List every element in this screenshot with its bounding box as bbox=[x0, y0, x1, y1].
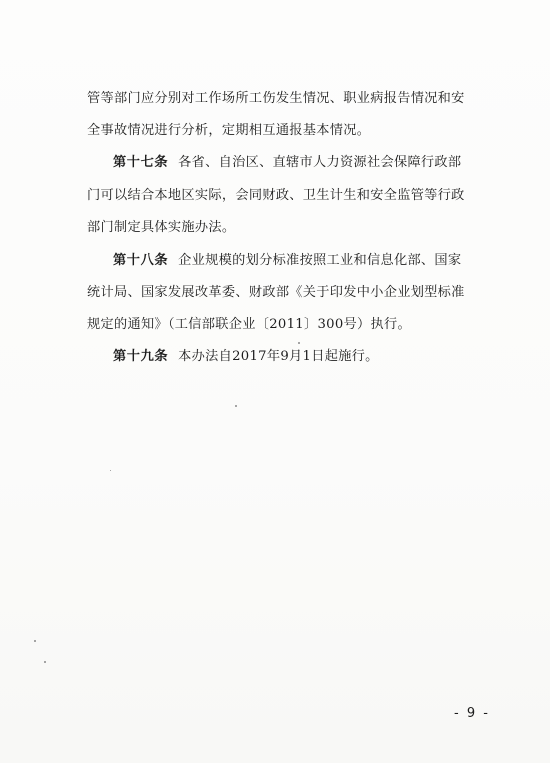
article-18-heading: 第十八条 bbox=[113, 253, 169, 268]
article-17-line: 门可以结合本地区实际，会同财政、卫生计生和安全监管等行政 bbox=[87, 188, 465, 203]
article-18-line: 统计局、国家发展改革委、财政部《关于印发中小企业划型标准 bbox=[87, 285, 465, 300]
scan-speck bbox=[34, 640, 36, 642]
paragraph-line: 管等部门应分别对工作场所工伤发生情况、职业病报告情况和安 bbox=[87, 91, 465, 106]
paragraph-line: 全事故情况进行分析，定期相互通报基本情况。 bbox=[87, 123, 371, 138]
article-17-text: 各省、自治区、直辖市人力资源社会保障行政部 bbox=[178, 155, 462, 170]
article-18-text: 企业规模的划分标准按照工业和信息化部、国家 bbox=[178, 253, 462, 268]
article-17-first-line bbox=[113, 153, 461, 173]
scan-speck bbox=[44, 661, 46, 663]
article-19-heading: 第十九条 bbox=[113, 349, 169, 364]
page-number: - 9 - bbox=[454, 706, 490, 721]
scan-speck bbox=[298, 342, 300, 344]
article-18-line: 规定的通知》（工信部联企业〔2011〕300号）执行。 bbox=[87, 317, 411, 332]
article-19-text: 本办法自2017年9月1日起施行。 bbox=[178, 349, 379, 364]
article-18-first-line bbox=[113, 251, 461, 271]
article-17-heading: 第十七条 bbox=[113, 155, 169, 170]
article-17-line: 部门制定具体实施办法。 bbox=[87, 220, 236, 235]
scan-speck bbox=[235, 405, 237, 407]
article-19-first-line bbox=[113, 347, 379, 367]
scan-speck bbox=[110, 470, 111, 471]
